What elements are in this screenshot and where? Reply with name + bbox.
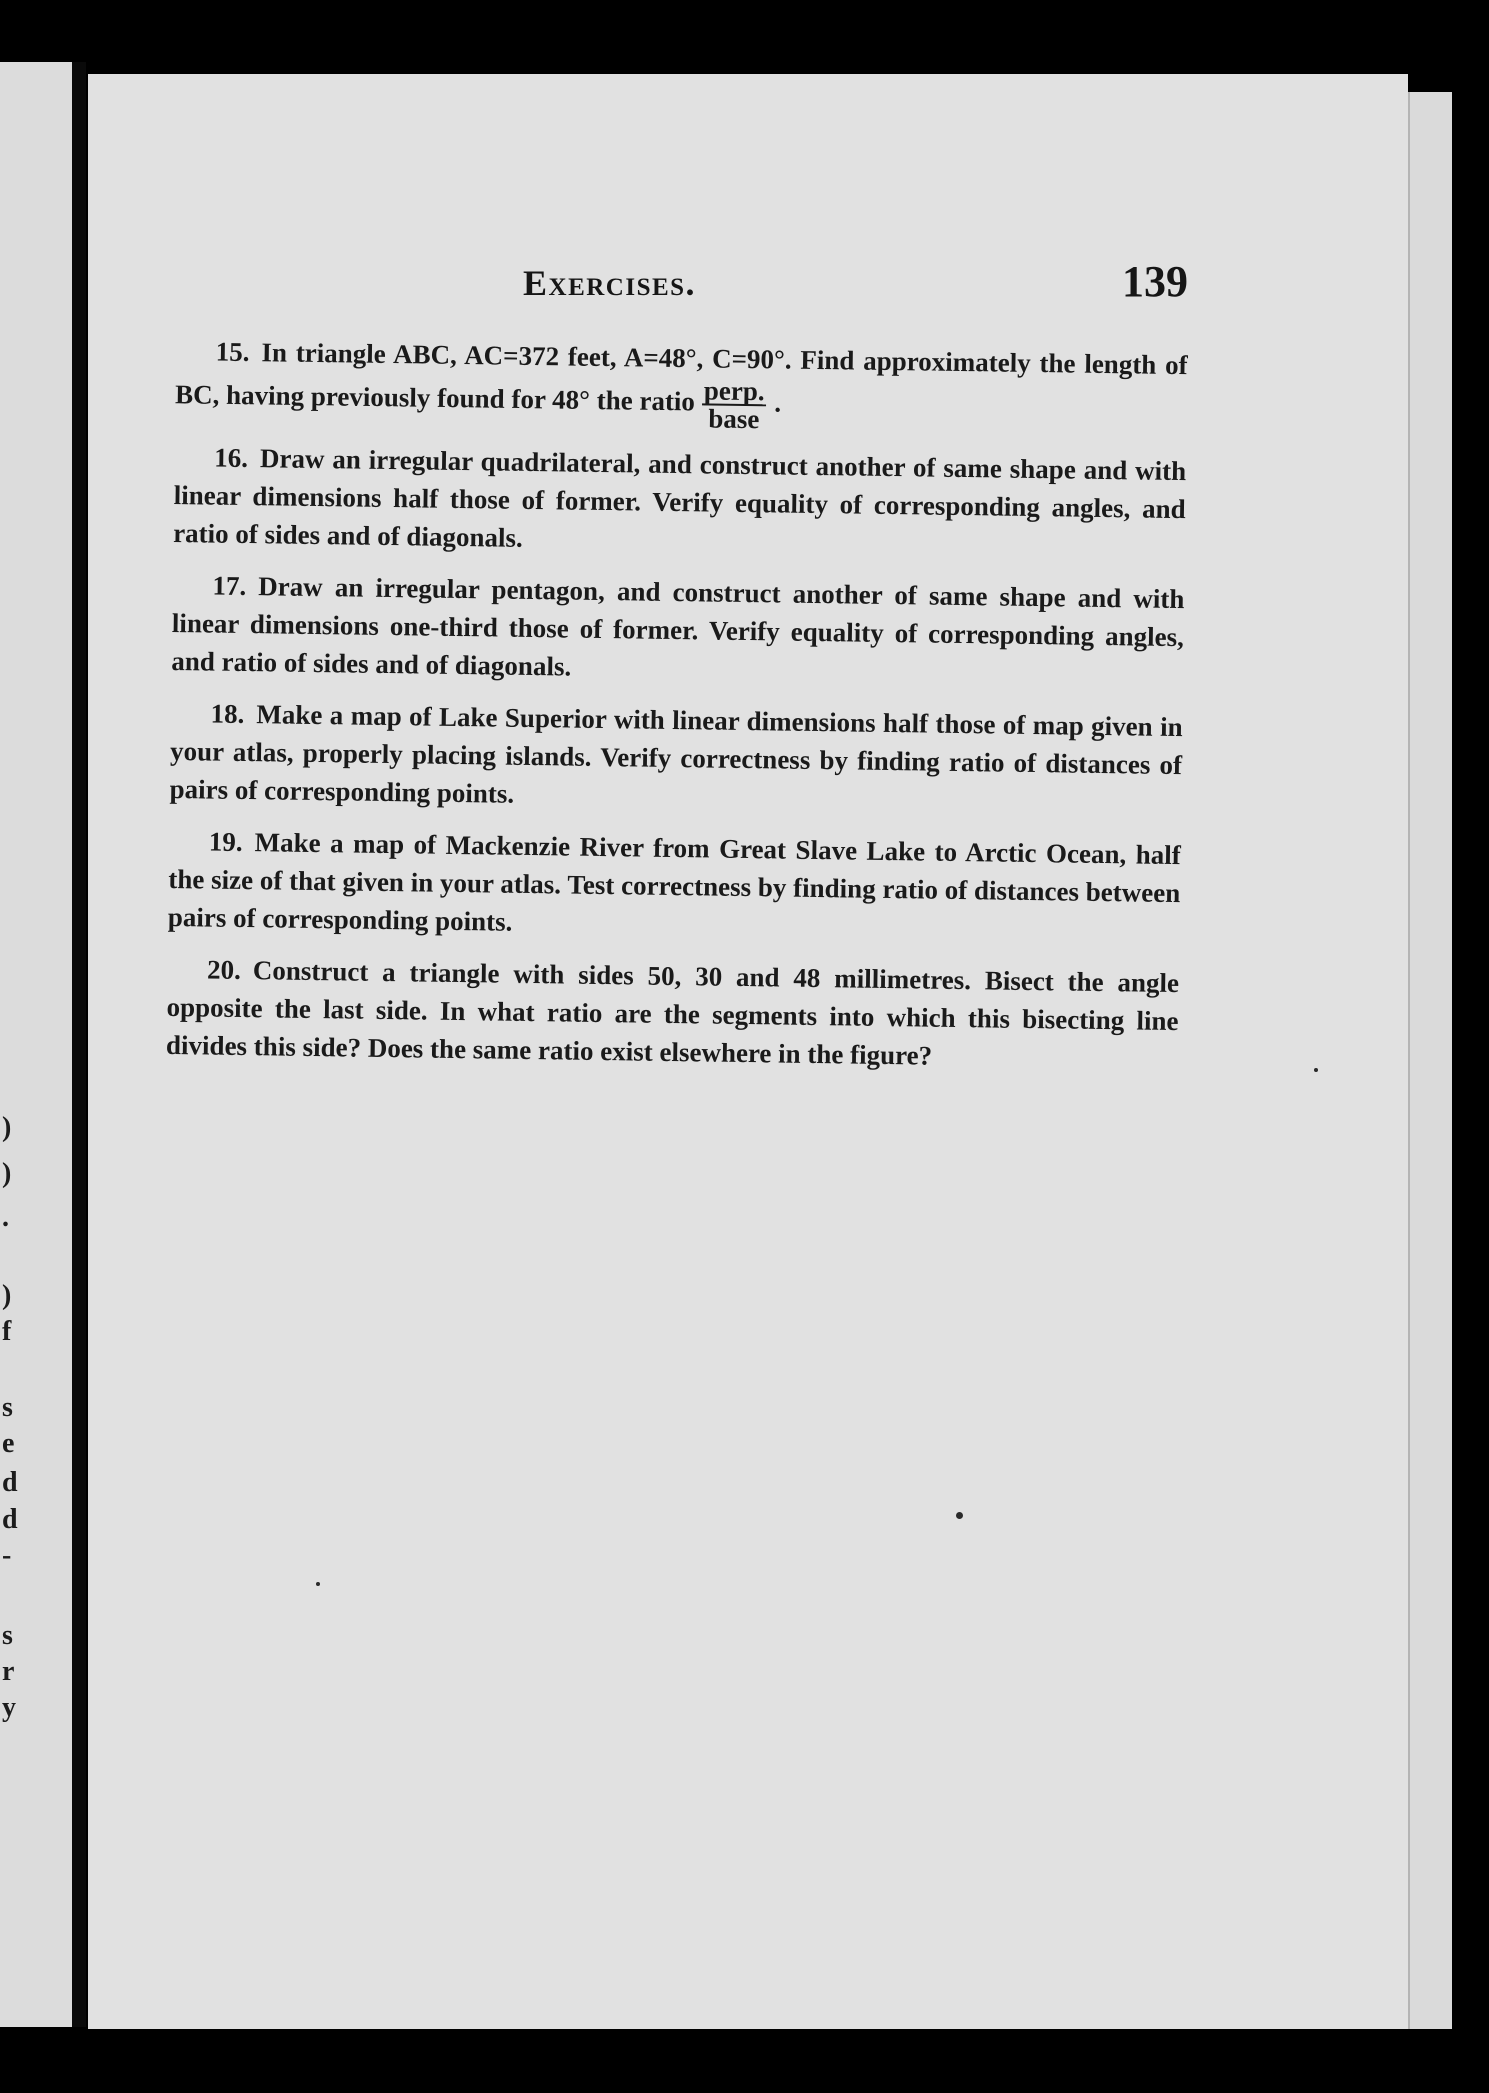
exercise-number: 16. <box>214 442 249 474</box>
exercise-17 <box>171 566 1184 694</box>
fragment-char: r <box>2 1656 15 1687</box>
fragment-char: s <box>2 1620 13 1651</box>
paper-speck <box>316 1582 320 1586</box>
fragment-char: ) <box>2 1158 12 1189</box>
fragment-char: d <box>2 1504 18 1535</box>
exercise-text: In triangle ABC, AC=372 feet, A=48°, C=90°. Find approximately the length of BC, having previously found for 48° the ratio <box>174 337 1188 417</box>
paper-speck <box>1314 1068 1318 1072</box>
exercise-text-end: . <box>774 387 782 418</box>
running-head-title: Exercises. <box>523 263 697 303</box>
book-page <box>88 74 1408 2029</box>
fraction-numerator: perp. <box>703 375 765 407</box>
fragment-char: - <box>2 1540 12 1571</box>
paper-speck <box>956 1512 963 1519</box>
fraction-denominator: base <box>708 403 760 435</box>
fragment-char: ) <box>2 1112 12 1143</box>
exercise-text: Draw an irregular pentagon, and construct another of same shape and with linear dimensions one-third those of former. Verify equality of corresponding angles, and ratio of sides and of diagonals. <box>171 571 1185 682</box>
exercise-text: Make a map of Lake Superior with linear dimensions half those of map given in your atlas, properly placing islands. Verify correctness by finding ratio of distances of pairs of corresponding points. <box>169 699 1183 809</box>
fragment-char: s <box>2 1392 13 1423</box>
fragment-char: e <box>2 1428 15 1459</box>
exercise-16 <box>173 438 1186 566</box>
exercise-number: 15. <box>215 336 250 368</box>
exercise-number: 17. <box>212 570 247 602</box>
exercise-20 <box>166 950 1179 1078</box>
fragment-char: y <box>2 1692 16 1723</box>
exercise-number: 19. <box>208 826 243 857</box>
exercise-19 <box>168 822 1181 950</box>
page-number: 139 <box>1122 257 1188 306</box>
exercise-18 <box>169 694 1182 822</box>
fragment-char: d <box>2 1467 18 1498</box>
previous-page-fragment <box>0 62 72 2027</box>
fragment-char: ) <box>2 1280 12 1311</box>
fragment-char: f <box>2 1316 12 1347</box>
exercise-text: Construct a triangle with sides 50, 30 and 48 millimetres. Bisect the angle opposite the last side. In what ratio are the segments into which this bisecting line divides this side? Does the same ratio exist elsewhere in the figure? <box>165 955 1180 1071</box>
exercise-text: Make a map of Mackenzie River from Great Slave Lake to Arctic Ocean, half the size of that given in your atlas. Test correctness by finding ratio of distances between pairs of corresponding points. <box>167 827 1182 937</box>
exercise-text: Draw an irregular quadrilateral, and construct another of same shape and with linear dimensions half those of former. Verify equality of corresponding angles, and ratio of sides and of diagonals. <box>172 443 1187 553</box>
ratio-fraction <box>701 375 766 435</box>
exercise-number: 20. <box>206 954 242 985</box>
fragment-char: . <box>2 1202 9 1233</box>
running-head <box>178 252 1188 312</box>
exercise-15 <box>175 332 1188 438</box>
exercise-number: 18. <box>210 698 245 729</box>
gutter-shadow <box>72 62 86 2027</box>
page-edge <box>1408 92 1452 2029</box>
exercise-list <box>166 332 1188 1092</box>
